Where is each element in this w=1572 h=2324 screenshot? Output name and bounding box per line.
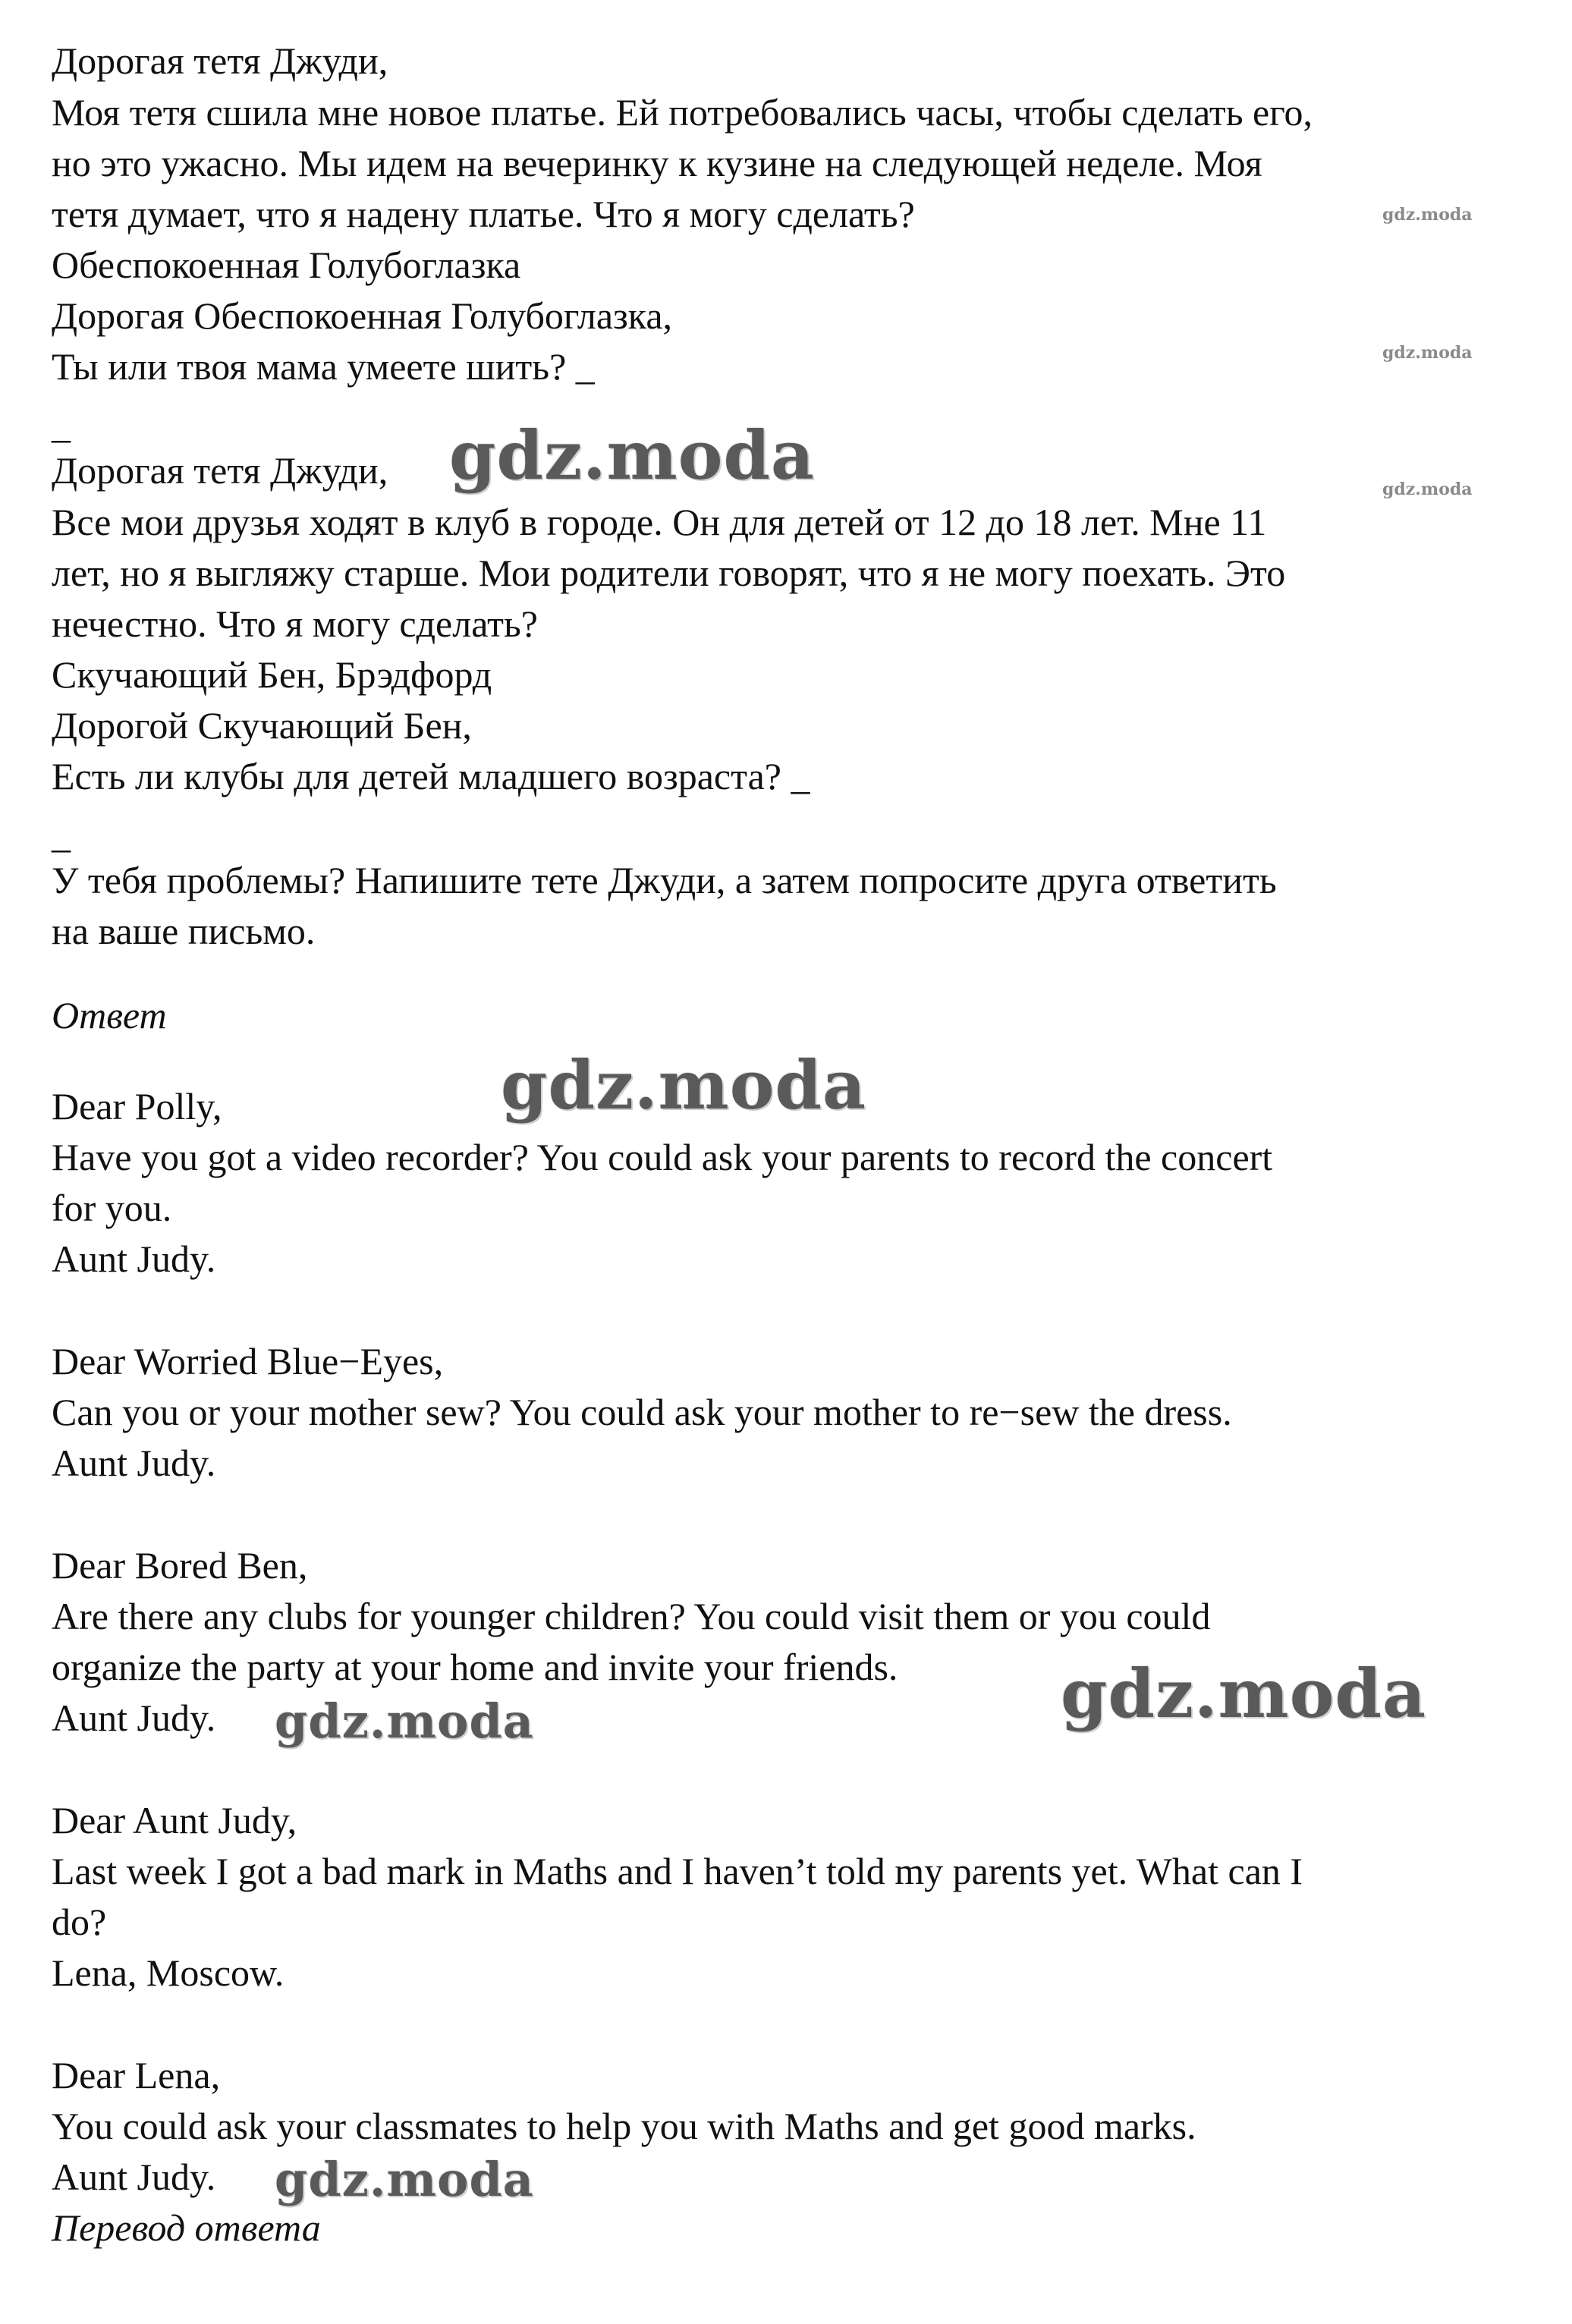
letter2-body-line: лет, но я выгляжу старше. Мои родители говорят, что я не могу поехать. Это bbox=[52, 552, 1286, 594]
lena-reply-body-line: You could ask your classmates to help you with Maths and get good marks. bbox=[52, 2105, 1196, 2147]
lena-letter-greeting: Dear Aunt Judy, bbox=[52, 1799, 297, 1841]
lena-reply-sign: Aunt Judy. bbox=[52, 2156, 216, 2198]
letter1-body-line: тетя думает, что я надену платье. Что я могу сделать? bbox=[52, 193, 915, 235]
lena-letter-sign: Lena, Moscow. bbox=[52, 1951, 285, 1994]
ben-greeting: Dear Bored Ben, bbox=[52, 1544, 308, 1587]
ben-body-line: organize the party at your home and invite your friends. bbox=[52, 1646, 898, 1688]
watermark: gdz.moda bbox=[275, 1693, 534, 1749]
blue-eyes-sign: Aunt Judy. bbox=[52, 1442, 216, 1484]
watermark: gdz.moda bbox=[449, 416, 816, 495]
watermark: gdz.moda bbox=[1061, 1654, 1427, 1733]
letter2-reply-body: Есть ли клубы для детей младшего возраста? _ bbox=[52, 755, 810, 797]
watermark: gdz.moda bbox=[1382, 343, 1473, 363]
letter2-signature: Скучающий Бен, Брэдфорд bbox=[52, 653, 492, 696]
letter2-body-line: Все мои друзья ходят в клуб в городе. Он для детей от 12 до 18 лет. Мне 11 bbox=[52, 501, 1267, 543]
blue-eyes-greeting: Dear Worried Blue−Eyes, bbox=[52, 1340, 444, 1382]
watermark: gdz.moda bbox=[501, 1046, 867, 1124]
letter1-signature: Обеспокоенная Голубоглазка bbox=[52, 244, 521, 286]
task-line: на ваше письмо. bbox=[52, 910, 316, 952]
watermark: gdz.moda bbox=[275, 2152, 534, 2207]
answer-heading: Ответ bbox=[52, 994, 167, 1036]
blue-eyes-body-line: Can you or your mother sew? You could ask your mother to re−sew the dress. bbox=[52, 1391, 1232, 1433]
watermark: gdz.moda bbox=[1382, 205, 1473, 225]
letter2-greeting: Дорогая тетя Джуди, bbox=[52, 449, 388, 492]
polly-body-line: Have you got a video recorder? You could ask your parents to record the concert bbox=[52, 1136, 1273, 1178]
watermark: gdz.moda bbox=[1382, 480, 1473, 499]
letter1-reply-blank: _ bbox=[52, 404, 71, 446]
letter2-body-line: нечестно. Что я могу сделать? bbox=[52, 602, 538, 645]
lena-reply-greeting: Dear Lena, bbox=[52, 2054, 221, 2096]
letter2-reply-blank: _ bbox=[52, 813, 71, 856]
letter1-reply-greeting: Дорогая Обеспокоенная Голубоглазка, bbox=[52, 294, 673, 337]
letter1-body-line: но это ужасно. Мы идем на вечеринку к кузине на следующей неделе. Моя bbox=[52, 142, 1262, 184]
polly-sign: Aunt Judy. bbox=[52, 1237, 216, 1280]
letter1-greeting: Дорогая тетя Джуди, bbox=[52, 39, 388, 82]
ben-body-line: Are there any clubs for younger children? You could visit them or you could bbox=[52, 1595, 1211, 1637]
letter1-reply-body: Ты или твоя мама умеете шить? _ bbox=[52, 345, 595, 388]
task-line: У тебя проблемы? Напишите тете Джуди, а затем попросите друга ответить bbox=[52, 859, 1277, 901]
letter1-body-line: Моя тетя сшила мне новое платье. Ей потребовались часы, чтобы сделать его, bbox=[52, 91, 1313, 134]
polly-body-line: for you. bbox=[52, 1187, 172, 1229]
lena-letter-body-line: do? bbox=[52, 1901, 107, 1943]
translation-heading: Перевод ответа bbox=[52, 2206, 321, 2249]
ben-sign: Aunt Judy. bbox=[52, 1697, 216, 1739]
letter2-reply-greeting: Дорогой Скучающий Бен, bbox=[52, 704, 472, 747]
polly-greeting: Dear Polly, bbox=[52, 1085, 222, 1127]
lena-letter-body-line: Last week I got a bad mark in Maths and I haven’t told my parents yet. What can I bbox=[52, 1850, 1303, 1892]
